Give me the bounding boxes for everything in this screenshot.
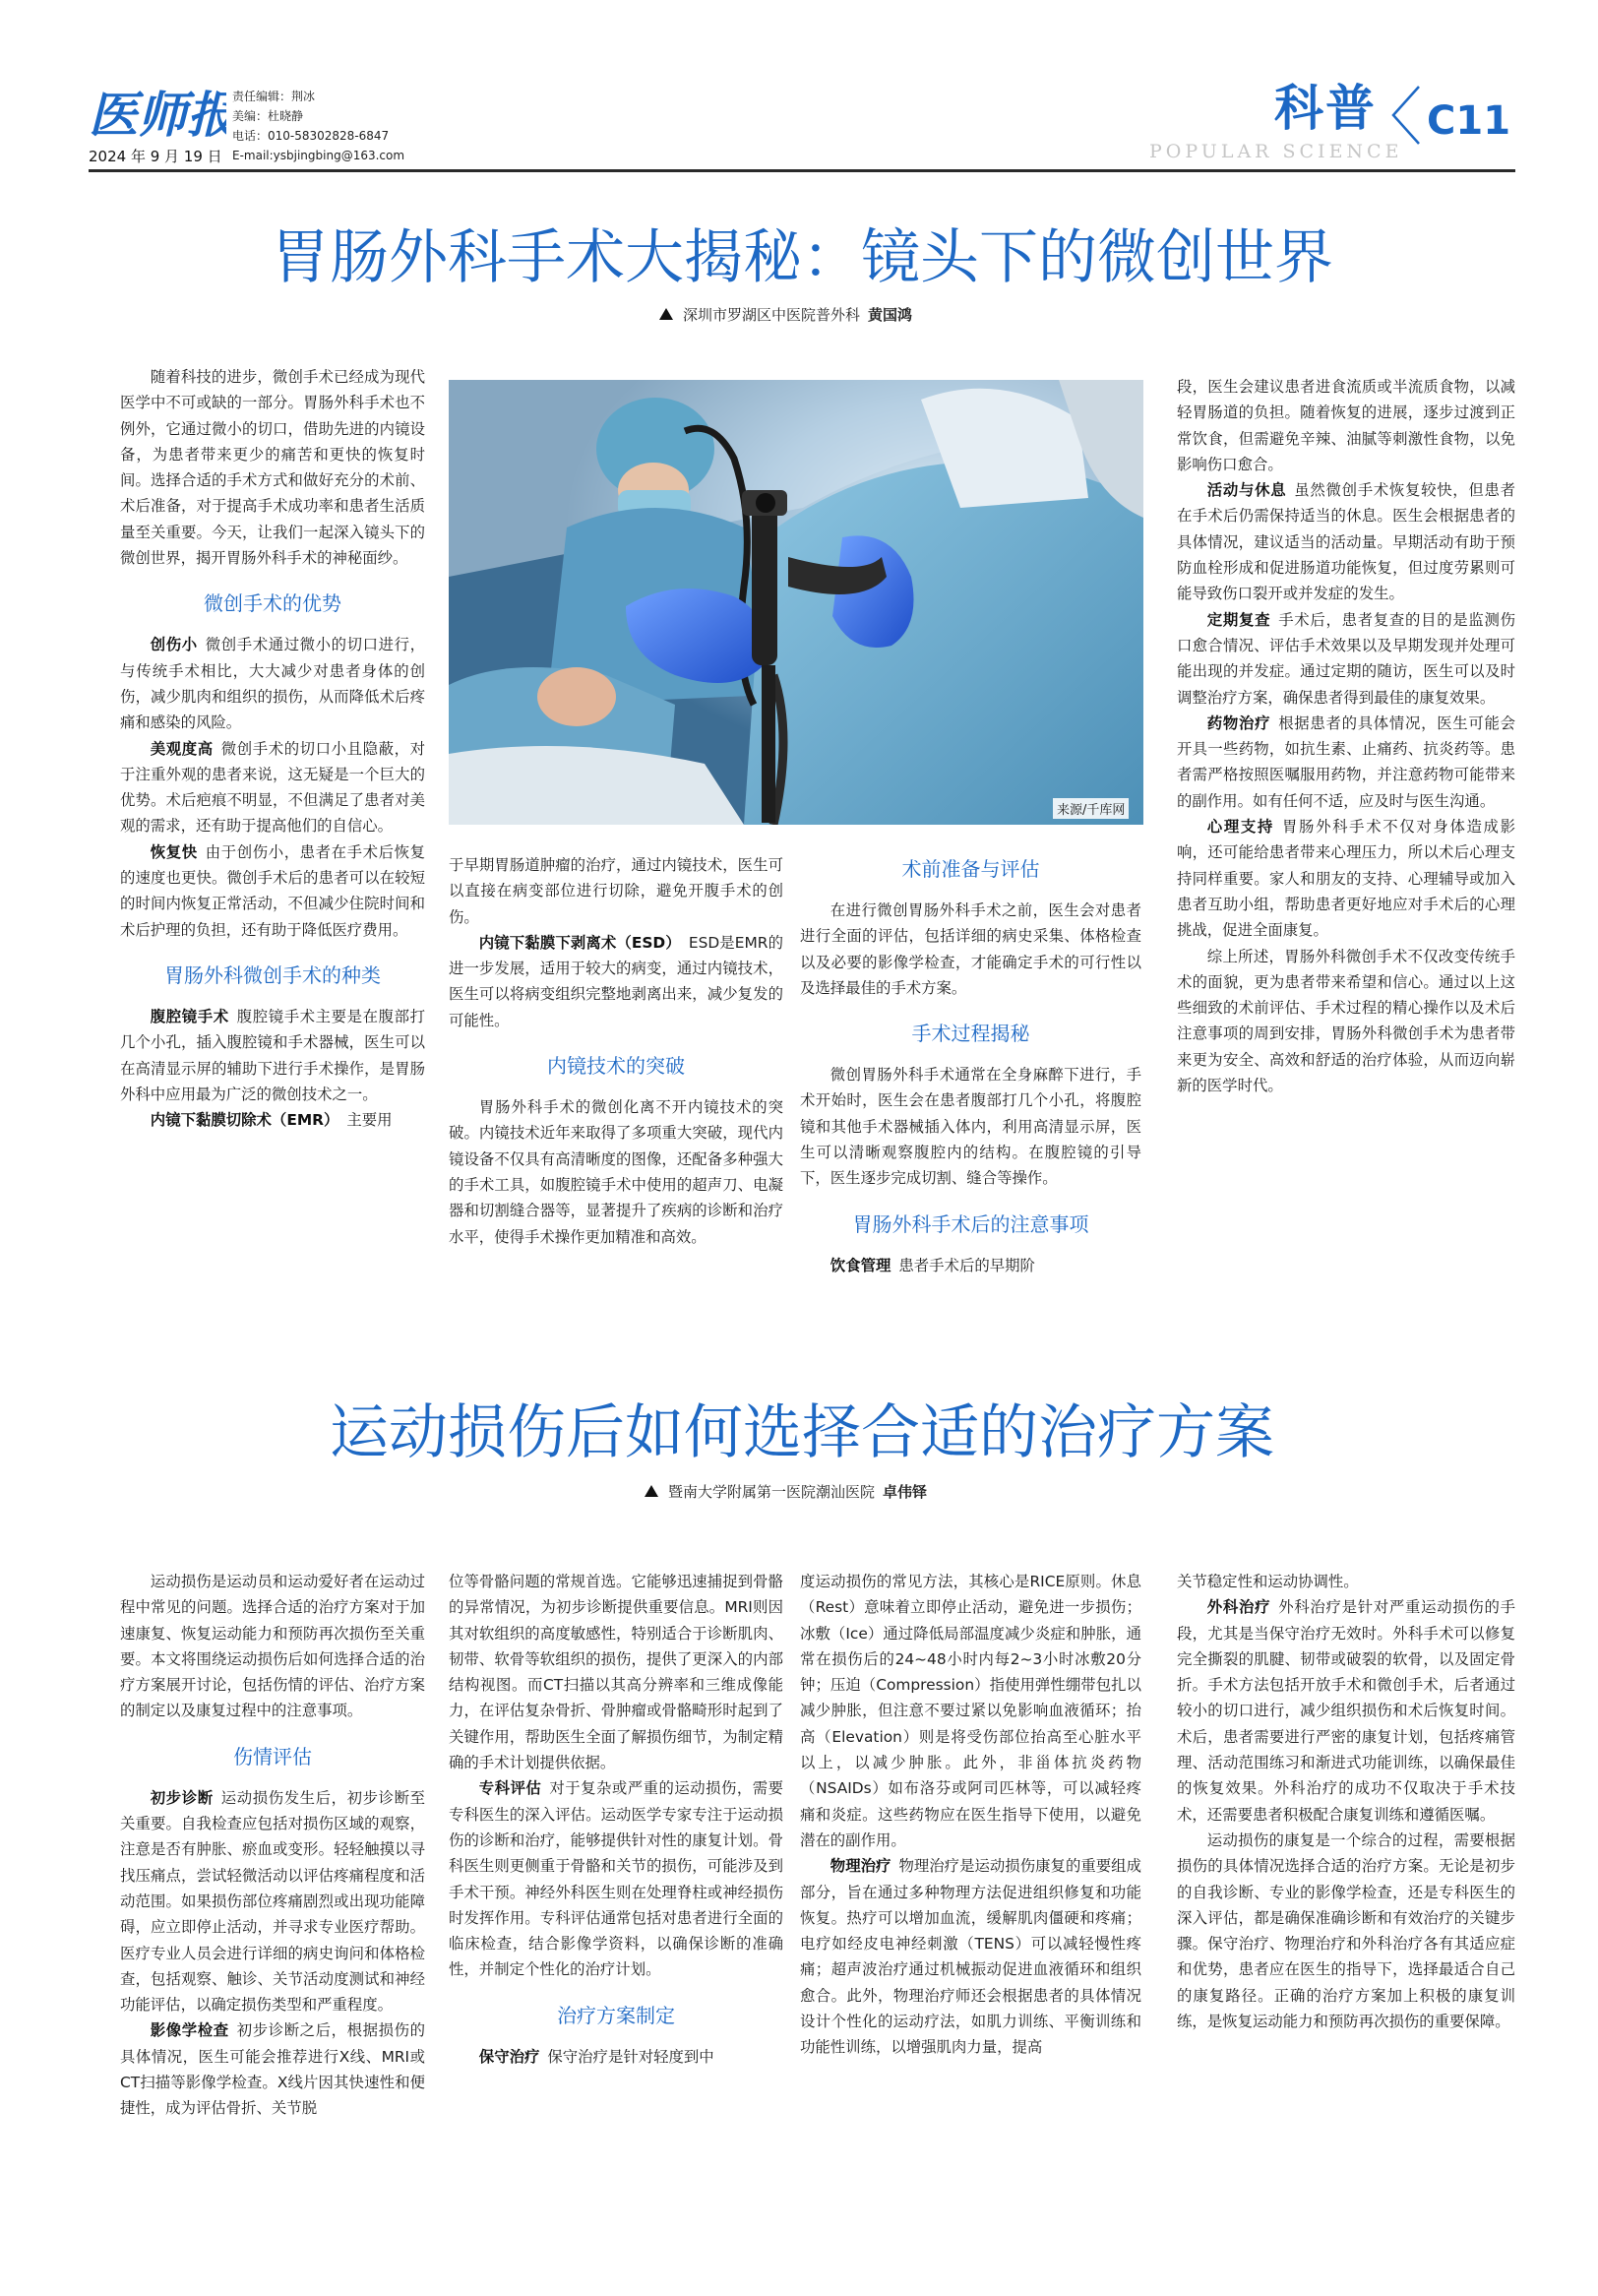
surgery-photo bbox=[449, 380, 1143, 825]
article1-type1: 腹腔镜手术 腹腔镜手术主要是在腹部打几个小孔，插入腹腔镜和手术器械，医生可以在高清显示屏的辅助下进行手术操作，是胃肠外科中应用最为广泛的微创技术之一。 bbox=[120, 1007, 425, 1103]
article1-heading-types: 胃肠外科微创手术的种类 bbox=[164, 962, 381, 987]
article2-diagnosis: 初步诊断 运动损伤发生后，初步诊断至关重要。自我检查应包括对损伤区域的观察，注意是否有肿胀、瘀血或变形。轻轻触摸以寻找压痛点，尝试轻微活动以评估疼痛程度和活动范围。如果损伤部位疼痛剧烈或出现功能障碍，应立即停止活动，并寻求专业医疗帮助。医疗专业人员会进行详细的病史询问和体格检查，包括观察、触诊、关节活动度测试和神经功能评估，以确定损伤类型和严重程度。 bbox=[120, 1788, 425, 2015]
section-title: 科普 bbox=[1274, 80, 1377, 137]
page-number: C11 bbox=[1427, 98, 1511, 144]
article2-column-1 bbox=[120, 1569, 425, 2122]
article1-adv2: 美观度高 微创手术的切口小且隐蔽，对于注重外观的患者来说，这无疑是一个巨大的优势。术后疤痕不明显，不但满足了患者对美观的需求，还有助于提高他们的自信心。 bbox=[120, 739, 425, 836]
article2-imaging-cont: 位等骨骼问题的常规首选。它能够迅速捕捉到骨骼的异常情况，为初步诊断提供重要信息。MRI则因其对软组织的高度敏感性，特别适合于诊断肌肉、韧带、软骨等软组织的损伤，提供了更深入的内部结构视图。而CT扫描以其高分辨率和三维成像能力，在评估复杂骨折、骨肿瘤或骨骼畸形时起到了关键作用，帮助医生全面了解损伤细节，为制定精确的手术计划提供依据。 bbox=[449, 1573, 783, 1772]
article2-title: 运动损伤后如何选择合适的治疗方案 bbox=[330, 1398, 1274, 1467]
article1-endo: 胃肠外科手术的微创化离不开内镜技术的突破。内镜技术近年来取得了多项重大突破，现代内镜设备不仅具有高清晰度的图像，还配备多种强大的手术工具，如腹腔镜手术中使用的超声刀、电凝器和切割缝合器等，显著提升了疾病的诊断和治疗水平，使得手术操作更加精准和高效。 bbox=[449, 1098, 783, 1246]
logo-text: 医师报 bbox=[89, 86, 226, 144]
article1-title: 胃肠外科手术大揭秘：镜头下的微创世界 bbox=[271, 223, 1333, 292]
article1-heading-advantages: 微创手术的优势 bbox=[204, 591, 341, 616]
article1-heading-endoscopy: 内镜技术的突破 bbox=[547, 1054, 685, 1079]
article1-rest: 活动与休息 虽然微创手术恢复较快，但患者在手术后仍需保持适当的休息。医生会根据患者的具体情况，建议适当的活动量。早期活动有助于预防血栓形成和促进肠道功能恢复，但过度劳累则可能导致伤口裂开或并发症的发生。 bbox=[1177, 481, 1515, 603]
article1-column-3 bbox=[800, 837, 1141, 1278]
article2-imaging: 影像学检查 初步诊断之后，根据损伤的具体情况，医生可能会推荐进行X线、MRI或CT扫描等影像学检查。X线片因其快速性和便捷性，成为评估骨折、关节脱 bbox=[120, 2021, 425, 2118]
section-title-en: POPULAR SCIENCE bbox=[1149, 141, 1403, 162]
article1-drug: 药物治疗 根据患者的具体情况，医生可能会开具一些药物，如抗生素、止痛药、抗炎药等。患者需严格按照医嘱服用药物，并注意药物可能带来的副作用。如有任何不适，应及时与医生沟通。 bbox=[1177, 714, 1515, 810]
article2-heading-eval: 伤情评估 bbox=[233, 1744, 312, 1769]
article1-type2: 内镜下黏膜切除术（EMR） 主要用 bbox=[150, 1111, 393, 1130]
article1-byline bbox=[659, 304, 912, 325]
article2-conservative-cont: 度运动损伤的常见方法，其核心是RICE原则。休息（Rest）意味着立即停止活动，避免进一步损伤；冰敷（Ice）通过降低局部温度减少炎症和肿胀，通常在损伤后的24~48小时内每2~3小时冰敷20分钟；压迫（Compression）指使用弹性绷带包扎以减少肿胀，但注意不要过紧以免影响血液循环；抬高（Elevation）则是将受伤部位抬高至心脏水平以上，以减少肿胀。此外，非甾体抗炎药物（NSAIDs）如布洛芬或阿司匹林等，可以减轻疼痛和炎症。这些药物应在医生指导下使用，以避免潜在的副作用。 bbox=[800, 1573, 1141, 1849]
article1-column-1 bbox=[120, 364, 425, 1133]
article1-adv1: 创伤小 微创手术通过微小的切口进行，与传统手术相比，大大减少对患者身体的创伤，减少肌肉和组织的损伤，从而降低术后疼痛和感染的风险。 bbox=[120, 636, 425, 732]
article2-specialist: 专科评估 对于复杂或严重的运动损伤，需要专科医生的深入评估。运动医学专家专注于运动损伤的诊断和治疗，能够提供针对性的康复计划。骨科医生则更侧重于骨骼和关节的损伤，可能涉及到手术干预。神经外科医生则在处理脊柱或神经损伤时发挥作用。专科评估通常包括对患者进行全面的临床检查，结合影像学资料，以确保诊断的准确性，并制定个性化的治疗计划。 bbox=[449, 1779, 783, 1979]
article2-physio-cont: 关节稳定性和运动协调性。 bbox=[1177, 1573, 1359, 1590]
article2-column-4 bbox=[1177, 1569, 1515, 2034]
article1-column-4 bbox=[1177, 374, 1515, 1098]
article1-type2-cont: 于早期胃肠道肿瘤的治疗，通过内镜技术，医生可以直接在病变部位进行切除，避免开腹手术的创伤。 bbox=[449, 856, 783, 926]
article2-column-3 bbox=[800, 1569, 1141, 2061]
triangle-icon bbox=[659, 308, 673, 320]
triangle-icon bbox=[645, 1485, 658, 1497]
article1-byline-author: 黄国鸿 bbox=[868, 306, 913, 324]
article2-byline bbox=[645, 1481, 927, 1502]
masthead-rule bbox=[89, 169, 1515, 172]
masthead-credits bbox=[232, 87, 404, 165]
article1-type3: 内镜下黏膜下剥离术（ESD） ESD是EMR的进一步发展，适用于较大的病变，通过内镜技术，医生可以将病变组织完整地剥离出来，减少复发的可能性。 bbox=[449, 933, 784, 1029]
article2-surgery: 外科治疗 外科治疗是针对严重运动损伤的手段，尤其是当保守治疗无效时。外科手术可以修复完全撕裂的肌腱、韧带或破裂的软骨，以及固定骨折。手术方法包括开放手术和微创手术，后者通过较小的切口进行，减少组织损伤和术后恢复时间。术后，患者需要进行严密的康复计划，包括疼痛管理、活动范围练习和渐进式功能训练，以确保最佳的恢复效果。外科治疗的成功不仅取决于手术技术，还需要患者积极配合康复训练和遵循医嘱。 bbox=[1177, 1598, 1515, 1824]
article1-byline-org: 深圳市罗湖区中医院普外科 bbox=[683, 306, 861, 324]
issue-date: 2024 年 9 月 19 日 bbox=[89, 148, 222, 165]
article2-heading-plan: 治疗方案制定 bbox=[557, 2003, 675, 2027]
article2-physio: 物理治疗 物理治疗是运动损伤康复的重要组成部分，旨在通过多种物理方法促进组织修复和功能恢复。热疗可以增加血流，缓解肌肉僵硬和疼痛；电疗如经皮电神经刺激（TENS）可以减轻慢性疼痛；超声波治疗通过机械振动促进血液循环和组织愈合。此外，物理治疗师还会根据患者的具体情况设计个性化的运动疗法，如肌力训练、平衡训练和功能性训练，以增强肌肉力量，提高 bbox=[800, 1857, 1141, 2057]
article1-procedure: 微创胃肠外科手术通常在全身麻醉下进行，手术开始时，医生会在患者腹部打几个小孔，将腹腔镜和其他手术器械插入体内，利用高清显示屏，医生可以清晰观察腹腔内的结构。在腹腔镜的引导下，医生逐步完成切割、缝合等操作。 bbox=[800, 1066, 1141, 1188]
phone-credit: 电话：010-58302828-6847 bbox=[232, 129, 390, 143]
article1-recheck: 定期复查 手术后，患者复查的目的是监测伤口愈合情况、评估手术效果以及早期发现并处理可能出现的并发症。通过定期的随访，医生可以及时调整治疗方案，确保患者得到最佳的康复效果。 bbox=[1177, 610, 1515, 707]
article1-column-2 bbox=[449, 852, 783, 1250]
designer-credit: 美编：杜晓静 bbox=[232, 109, 304, 123]
article2-byline-author: 卓伟铎 bbox=[883, 1483, 928, 1501]
article1-heading-procedure: 手术过程揭秘 bbox=[911, 1022, 1030, 1046]
article1-intro: 随着科技的进步，微创手术已经成为现代医学中不可或缺的一部分。胃肠外科手术也不例外，它通过微小的切口，借助先进的内镜设备，为患者带来更少的痛苦和更快的恢复时间。选择合适的手术方式和做好充分的术前、术后准备，对于提高手术成功率和患者生活质量至关重要。今天，让我们一起深入镜头下的微创世界，揭开胃肠外科手术的神秘面纱。 bbox=[120, 368, 425, 568]
article1-conclusion: 综上所述，胃肠外科微创手术不仅改变传统手术的面貌，更为患者带来希望和信心。通过以上这些细致的术前评估、手术过程的精心操作以及术后注意事项的周到安排，胃肠外科微创手术为患者带来更为安全、高效和舒适的治疗体验，从而迈向崭新的医学时代。 bbox=[1177, 947, 1515, 1095]
article2-byline-org: 暨南大学附属第一医院潮汕医院 bbox=[668, 1483, 876, 1501]
photo-credit: 来源/千库网 bbox=[1053, 798, 1129, 819]
article1-preop: 在进行微创胃肠外科手术之前，医生会对患者进行全面的评估，包括详细的病史采集、体格检查以及必要的影像学检查，才能确定手术的可行性以及选择最佳的手术方案。 bbox=[800, 901, 1141, 997]
article1-psych: 心理支持 胃肠外科手术不仅对身体造成影响，还可能给患者带来心理压力，所以术后心理支持同样重要。家人和朋友的支持、心理辅导或加入患者互助小组，帮助患者更好地应对手术后的心理挑战，促进全面康复。 bbox=[1177, 818, 1515, 940]
article1-heading-postop: 胃肠外科手术后的注意事项 bbox=[852, 1211, 1089, 1236]
newspaper-logo bbox=[89, 79, 226, 148]
email-credit: E-mail:ysbjingbing@163.com bbox=[232, 149, 405, 162]
article2-intro: 运动损伤是运动员和运动爱好者在运动过程中常见的问题。选择合适的治疗方案对于加速康复、恢复运动能力和预防再次损伤至关重要。本文将围绕运动损伤后如何选择合适的治疗方案展开讨论，包括伤情的评估、治疗方案的制定以及康复过程中的注意事项。 bbox=[120, 1573, 425, 1720]
article1-adv3: 恢复快 由于创伤小，患者在手术后恢复的速度也更快。微创手术后的患者可以在较短的时间内恢复正常活动，不但减少住院时间和术后护理的负担，还有助于降低医疗费用。 bbox=[120, 842, 425, 939]
article2-conservative: 保守治疗 保守治疗是针对轻度到中 bbox=[478, 2047, 714, 2066]
article2-conclusion: 运动损伤的康复是一个综合的过程，需要根据损伤的具体情况选择合适的治疗方案。无论是初步的自我诊断、专业的影像学检查，还是专科医生的深入评估，都是确保准确诊断和有效治疗的关键步骤。保守治疗、物理治疗和外科治疗各有其适应症和优势，患者应在医生的指导下，选择最适合自己的康复路径。正确的治疗方案加上积极的康复训练，是恢复运动能力和预防再次损伤的重要保障。 bbox=[1177, 1831, 1515, 2031]
editor-credit: 责任编辑：荆冰 bbox=[232, 90, 316, 103]
article1-diet: 饮食管理 患者手术后的早期阶 bbox=[830, 1256, 1035, 1274]
article2-column-2 bbox=[449, 1569, 783, 2070]
article1-heading-preop: 术前准备与评估 bbox=[901, 857, 1040, 881]
chevron-left-icon bbox=[1389, 85, 1421, 146]
article1-diet-cont: 段，医生会建议患者进食流质或半流质食物，以减轻胃肠道的负担。随着恢复的进展，逐步过渡到正常饮食，但需避免辛辣、油腻等刺激性食物，以免影响伤口愈合。 bbox=[1177, 378, 1515, 473]
